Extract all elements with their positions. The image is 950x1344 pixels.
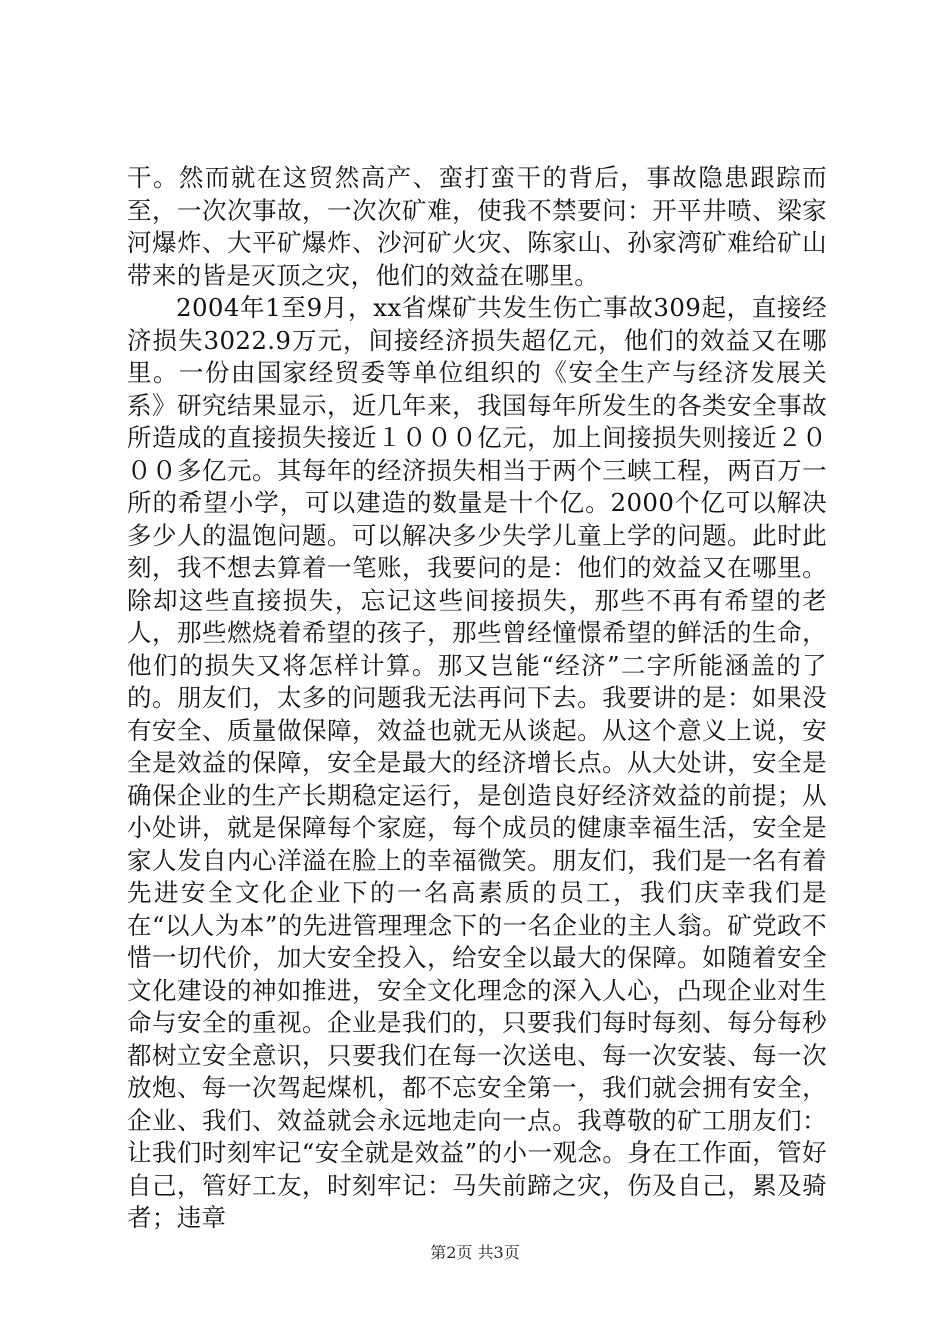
paragraph-statistics: 2004年1至9月，xx省煤矿共发生伤亡事故309起，直接经济损失3022.9万元，间接经济损失超亿元，他们的效益又在哪里。一份由国家经贸委等单位组织的《安全生产与经济发展关系》研究结果显示，近几年来，我国每年所发生的各类安全事故所造成的直接损失接近１０００亿元，加上间接损失则接近２０００多亿元。其每年的经济损失相当于两个三峡工程，两百万一所的希望小学，可以建造的数量是十个亿。2000个亿可以解决多少人的温饱问题。可以解决多少失学儿童上学的问题。此时此刻，我不想去算着一笔账，我要问的是：他们的效益又在哪里。除却这些直接损失，忘记这些间接损失，那些不再有希望的老人，那些燃烧着希望的孩子，那些曾经憧憬希望的鲜活的生命，他们的损失又将怎样计算。那又岂能“经济”二字所能涵盖的了的。朋友们，太多的问题我无法再问下去。我要讲的是：如果没有安全、质量做保障，效益也就无从谈起。从这个意义上说，安全是效益的保障，安全是最大的经济增长点。从大处讲，安全是确保企业的生产长期稳定运行，是创造良好经济效益的前提；从小处讲，就是保障每个家庭，每个成员的健康幸福生活，安全是家人发自内心洋溢在脸上的幸福微笑。朋友们，我们是一名有着先进安全文化企业下的一名高素质的员工，我们庆幸我们是在“以人为本”的先进管理理念下的一名企业的主人翁。矿党政不惜一切代价，加大安全投入，给安全以最大的保障。如随着安全文化建设的神如推进，安全文化理念的深入人心，凸现企业对生命与安全的重视。企业是我们的，只要我们每时每刻、每分每秒都树立安全意识，只要我们在每一次送电、每一次安装、每一次放炮、每一次驾起煤机，都不忘安全第一，我们就会拥有安全，企业、我们、效益就会永远地走向一点。我尊敬的矿工朋友们：让我们时刻牢记“安全就是效益”的小一观念。身在工作面，管好自己，管好工友，时刻牢记：马失前蹄之灾，伤及自己，累及骑者；违章 <box>127 293 827 1232</box>
paragraph-continued: 干。然而就在这贸然高产、蛮打蛮干的背后，事故隐患跟踪而至，一次次事故，一次次矿难，使我不禁要问：开平井喷、梁家河爆炸、大平矿爆炸、沙河矿火灾、陈家山、孙家湾矿难给矿山带来的皆是灭顶之灾，他们的效益在哪里。 <box>127 163 827 290</box>
document-body <box>127 162 827 1235</box>
page-number-footer: 第2页 共3页 <box>430 1243 520 1262</box>
